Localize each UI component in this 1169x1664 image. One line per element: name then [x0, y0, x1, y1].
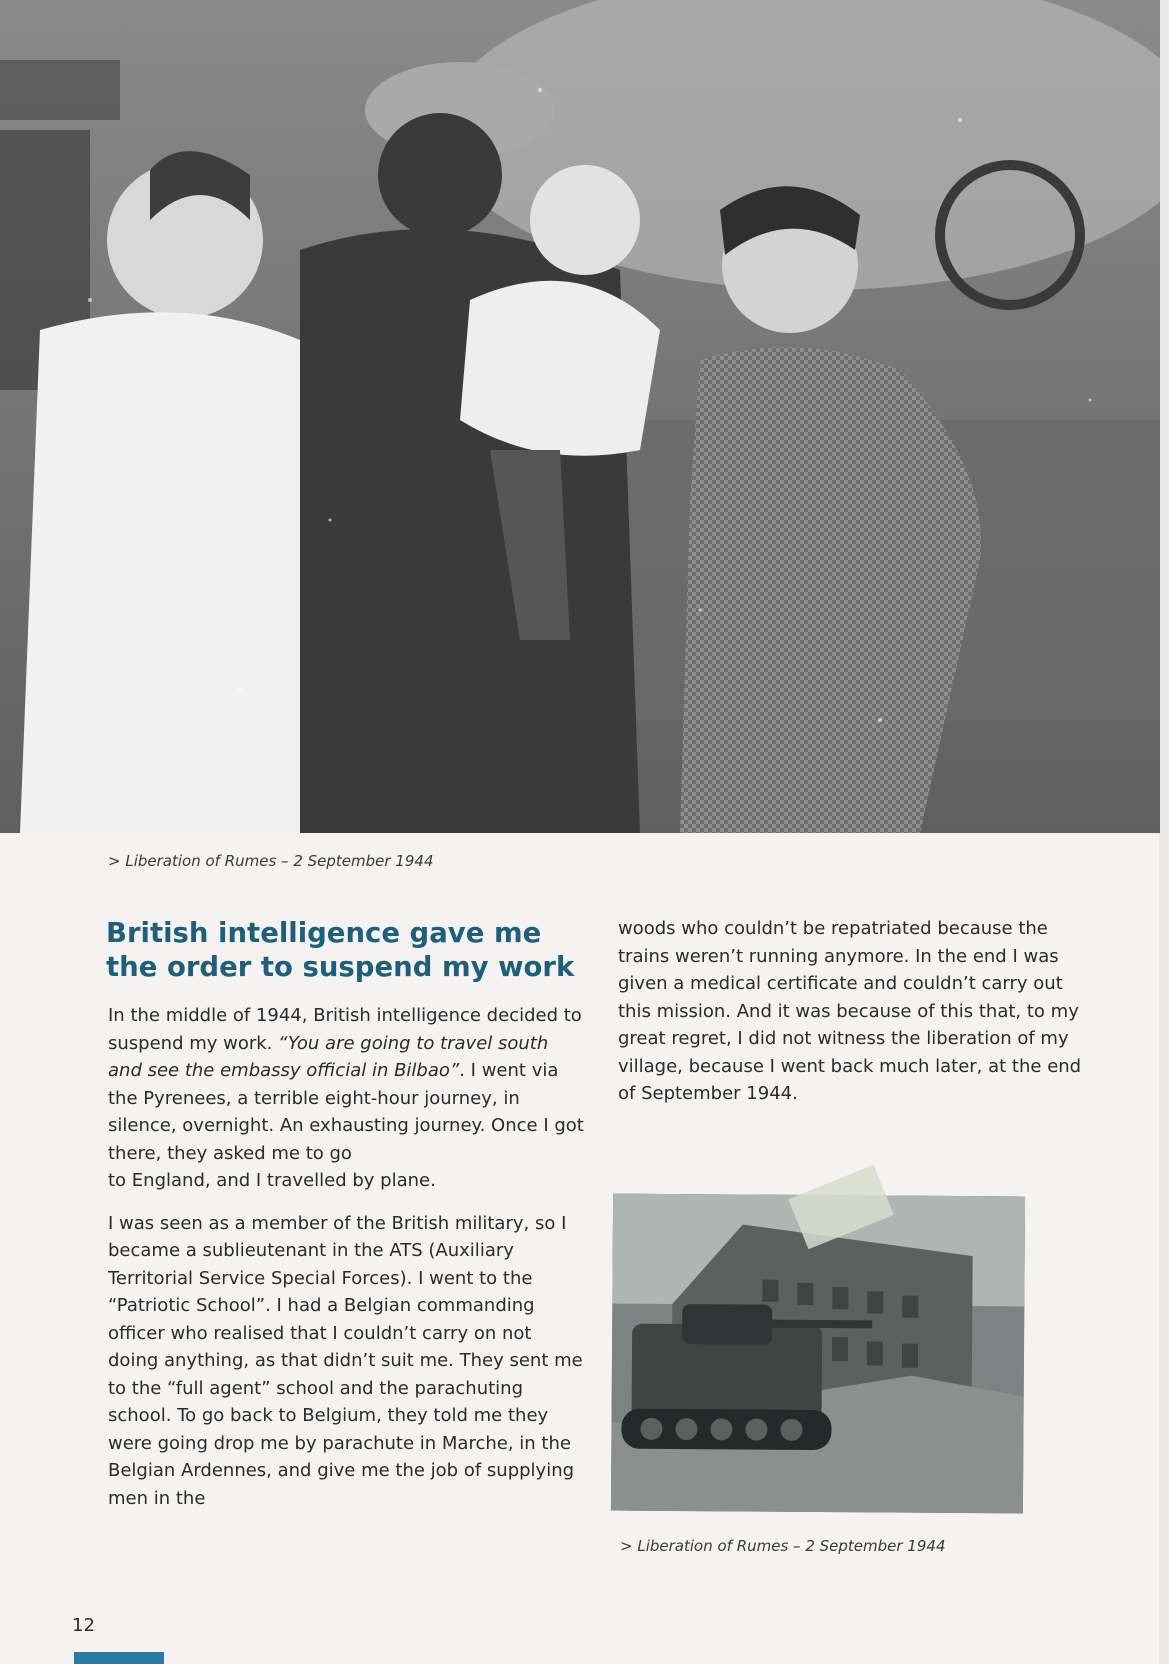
page-number: 12 [72, 1615, 95, 1636]
paragraph-1-quote: “You are going to travel south and see the embassy official in Bilbao” [108, 1032, 549, 1081]
paragraph-1-end: to England, and I travelled by plane. [108, 1170, 436, 1191]
page-edge [1159, 0, 1169, 1664]
liberation-photo-top [0, 0, 1160, 833]
article-column-left [108, 1002, 584, 1512]
article-column-right [618, 915, 1088, 1108]
page-accent-bar [74, 1652, 164, 1664]
photo-caption-bottom: > Liberation of Rumes – 2 September 1944 [620, 1537, 946, 1555]
paragraph-1-continued: . I went via the Pyrenees, a terrible eight-hour journey, in silence, overnight. An exhausting journey. Once I got there, they asked me to go [108, 1060, 584, 1164]
article-paragraph-2: I was seen as a member of the British military, so I became a sublieutenant in the ATS (Auxiliary Territorial Service Special Forces). I went to the “Patriotic School”. I had a Belgian commanding officer who realised that I couldn’t carry on not doing anything, as that didn’t suit me. They sent me to the “full agent” school and the parachuting school. To go back to Belgium, they told me they were going drop me by parachute in Marche, in the Belgian Ardennes, and give me the job of supplying men in the [108, 1212, 583, 1509]
article-heading: British intelligence gave me the order to suspend my work [106, 917, 575, 983]
paragraph-1-intro: In the middle of 1944, British intelligence decided to suspend my work. [108, 1005, 582, 1054]
article-paragraph-3: woods who couldn’t be repatriated because the trains weren’t running anymore. In the end I was given a medical certificate and couldn’t carry out this mission. And it was because of this that, to my great regret, I did not witness the liberation of my village, because I went back much later, at the end of September 1944. [618, 918, 1082, 1104]
article-paragraph-1 [108, 1002, 584, 1195]
photo-caption-top: > Liberation of Rumes – 2 September 1944 [108, 852, 434, 870]
